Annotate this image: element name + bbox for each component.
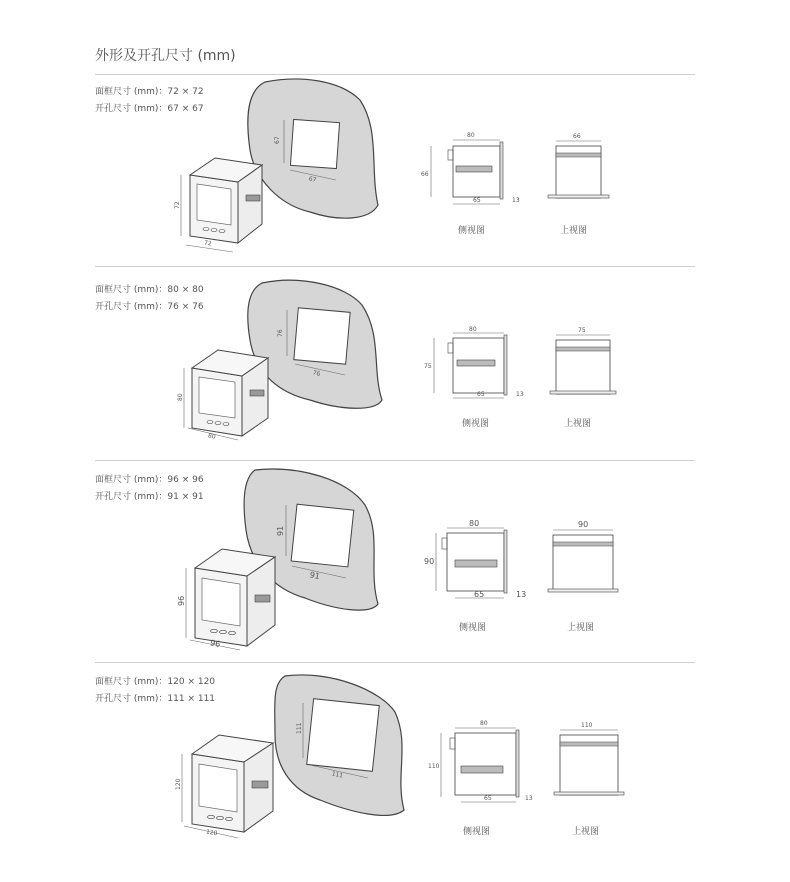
top-view-drawing bbox=[548, 520, 618, 633]
cutout-width-dim: 111 bbox=[331, 770, 344, 780]
panel-hole bbox=[307, 699, 380, 772]
top-width-dim: 66 bbox=[573, 133, 581, 140]
cutout-height-dim: 91 bbox=[276, 525, 285, 536]
cutout-size-label: 开孔尺寸 (mm)：76 × 76 bbox=[95, 302, 204, 312]
top-view-label: 上视图 bbox=[564, 419, 592, 429]
side-tail-dim: 13 bbox=[516, 590, 527, 599]
meter-isometric bbox=[195, 549, 275, 646]
section-4-drawings bbox=[175, 675, 624, 838]
side-body-dim: 65 bbox=[473, 197, 481, 204]
cutout-height-dim: 111 bbox=[296, 722, 303, 734]
side-view-label: 侧视图 bbox=[458, 226, 486, 236]
top-view-drawing bbox=[554, 722, 624, 837]
side-body-dim: 65 bbox=[474, 590, 485, 599]
side-height-dim: 66 bbox=[421, 171, 429, 178]
frame-height-dim: 80 bbox=[177, 393, 184, 401]
meter-isometric bbox=[192, 735, 273, 832]
side-tail-dim: 13 bbox=[525, 795, 533, 802]
top-width-dim: 90 bbox=[578, 520, 589, 529]
section-2-drawings bbox=[177, 280, 616, 440]
top-view-label: 上视图 bbox=[567, 623, 595, 633]
panel-hole bbox=[294, 308, 350, 364]
side-depth-dim: 80 bbox=[469, 326, 477, 333]
side-view-drawing bbox=[424, 326, 524, 429]
side-view-drawing bbox=[428, 720, 533, 837]
frame-width-dim: 120 bbox=[205, 828, 218, 838]
top-view-drawing bbox=[548, 133, 609, 236]
top-view-drawing bbox=[550, 327, 616, 429]
side-body-dim: 65 bbox=[477, 391, 485, 398]
frame-height-dim: 96 bbox=[177, 595, 186, 606]
meter-isometric bbox=[190, 158, 262, 243]
frame-size-label: 面框尺寸 (mm)：72 × 72 bbox=[95, 87, 204, 97]
cutout-size-label: 开孔尺寸 (mm)：111 × 111 bbox=[95, 694, 216, 704]
cutout-size-label: 开孔尺寸 (mm)：67 × 67 bbox=[95, 104, 204, 114]
side-view-drawing bbox=[421, 132, 520, 236]
side-view-label: 侧视图 bbox=[459, 623, 487, 633]
frame-size-label: 面框尺寸 (mm)：80 × 80 bbox=[95, 285, 204, 295]
side-depth-dim: 80 bbox=[469, 519, 480, 528]
side-height-dim: 90 bbox=[424, 557, 435, 566]
side-height-dim: 75 bbox=[424, 363, 432, 370]
side-view-drawing bbox=[424, 519, 526, 633]
top-width-dim: 75 bbox=[578, 327, 586, 334]
side-view-label: 侧视图 bbox=[463, 827, 491, 837]
frame-height-dim: 72 bbox=[174, 201, 181, 209]
top-view-label: 上视图 bbox=[560, 226, 588, 236]
cutout-size-label: 开孔尺寸 (mm)：91 × 91 bbox=[95, 492, 204, 502]
frame-size-label: 面框尺寸 (mm)：120 × 120 bbox=[95, 677, 216, 687]
cutout-width-dim: 91 bbox=[308, 570, 321, 582]
cutout-height-dim: 76 bbox=[277, 329, 284, 337]
side-tail-dim: 13 bbox=[516, 391, 524, 398]
frame-width-dim: 72 bbox=[203, 239, 213, 248]
side-body-dim: 65 bbox=[484, 795, 492, 802]
section-3-drawings bbox=[177, 469, 618, 650]
frame-width-dim: 80 bbox=[207, 432, 217, 441]
side-view-label: 侧视图 bbox=[462, 419, 490, 429]
top-view-label: 上视图 bbox=[572, 827, 600, 837]
section-1-drawings bbox=[174, 79, 609, 252]
cutout-width-dim: 76 bbox=[312, 369, 321, 378]
side-tail-dim: 13 bbox=[512, 197, 520, 204]
panel-hole bbox=[290, 119, 339, 168]
frame-width-dim: 96 bbox=[209, 638, 221, 650]
frame-size-label: 面框尺寸 (mm)：96 × 96 bbox=[95, 475, 204, 485]
meter-isometric bbox=[192, 350, 268, 436]
cutout-height-dim: 67 bbox=[274, 136, 281, 144]
side-height-dim: 110 bbox=[428, 763, 440, 770]
cutout-width-dim: 67 bbox=[308, 175, 317, 184]
top-width-dim: 110 bbox=[581, 722, 593, 729]
panel-hole bbox=[291, 504, 354, 567]
side-depth-dim: 80 bbox=[467, 132, 475, 139]
page-title: 外形及开孔尺寸 (mm) bbox=[95, 48, 236, 64]
side-depth-dim: 80 bbox=[480, 720, 488, 727]
frame-height-dim: 120 bbox=[175, 778, 182, 790]
